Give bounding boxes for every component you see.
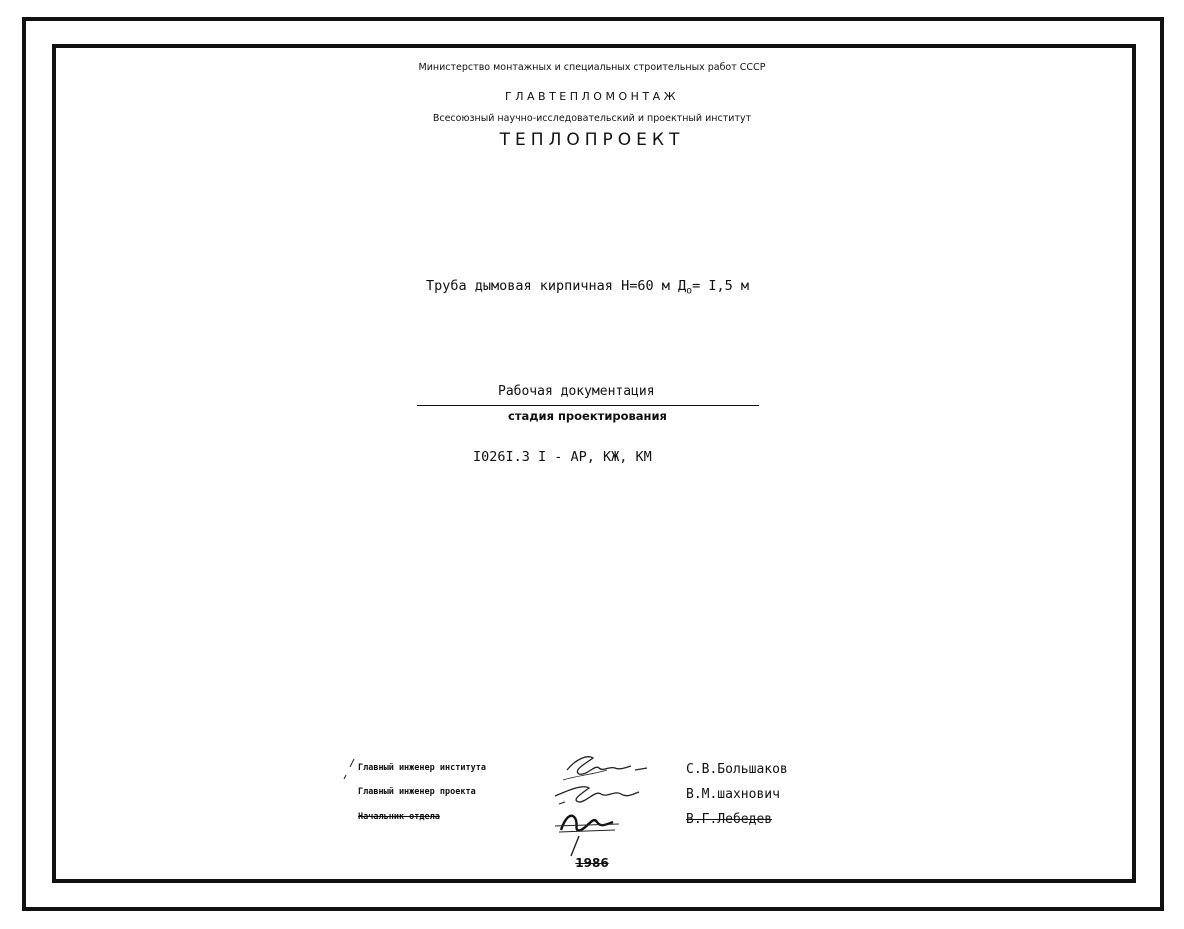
document-code: I026I.3 I - АР, КЖ, КМ: [473, 449, 652, 465]
title-tail: = I,5 м: [692, 278, 750, 294]
handwritten-signatures: [535, 740, 665, 865]
signature-name-2: В.М.шахнович: [686, 787, 780, 802]
signature-name-1: С.В.Большаков: [686, 762, 788, 777]
year: 1986: [575, 856, 609, 870]
signature-role-1: Главный инженер института: [358, 763, 486, 773]
institute-full-line: Всесоюзный научно-исследовательский и проектный институт: [432, 113, 752, 124]
doc-type: Рабочая документация: [498, 384, 655, 399]
signature-role-2: Главный инженер проекта: [358, 787, 476, 797]
signature-name-3: В.Г.Лебедев: [686, 812, 773, 827]
stage-label: стадия проектирования: [508, 409, 667, 423]
signature-role-3: Начальник отдела: [358, 812, 440, 822]
title-subscript: о: [686, 285, 693, 297]
title-main: Труба дымовая кирпичная Н=60 м Д: [426, 278, 687, 294]
margin-mark: [340, 755, 360, 785]
organization-line: ГЛАВТЕПЛОМОНТАЖ: [505, 90, 679, 103]
institute-name: ТЕПЛОПРОЕКТ: [499, 130, 685, 150]
document-title: [426, 278, 749, 297]
ministry-line: Министерство монтажных и специальных строительных работ СССР: [418, 62, 766, 73]
divider: [417, 405, 759, 406]
